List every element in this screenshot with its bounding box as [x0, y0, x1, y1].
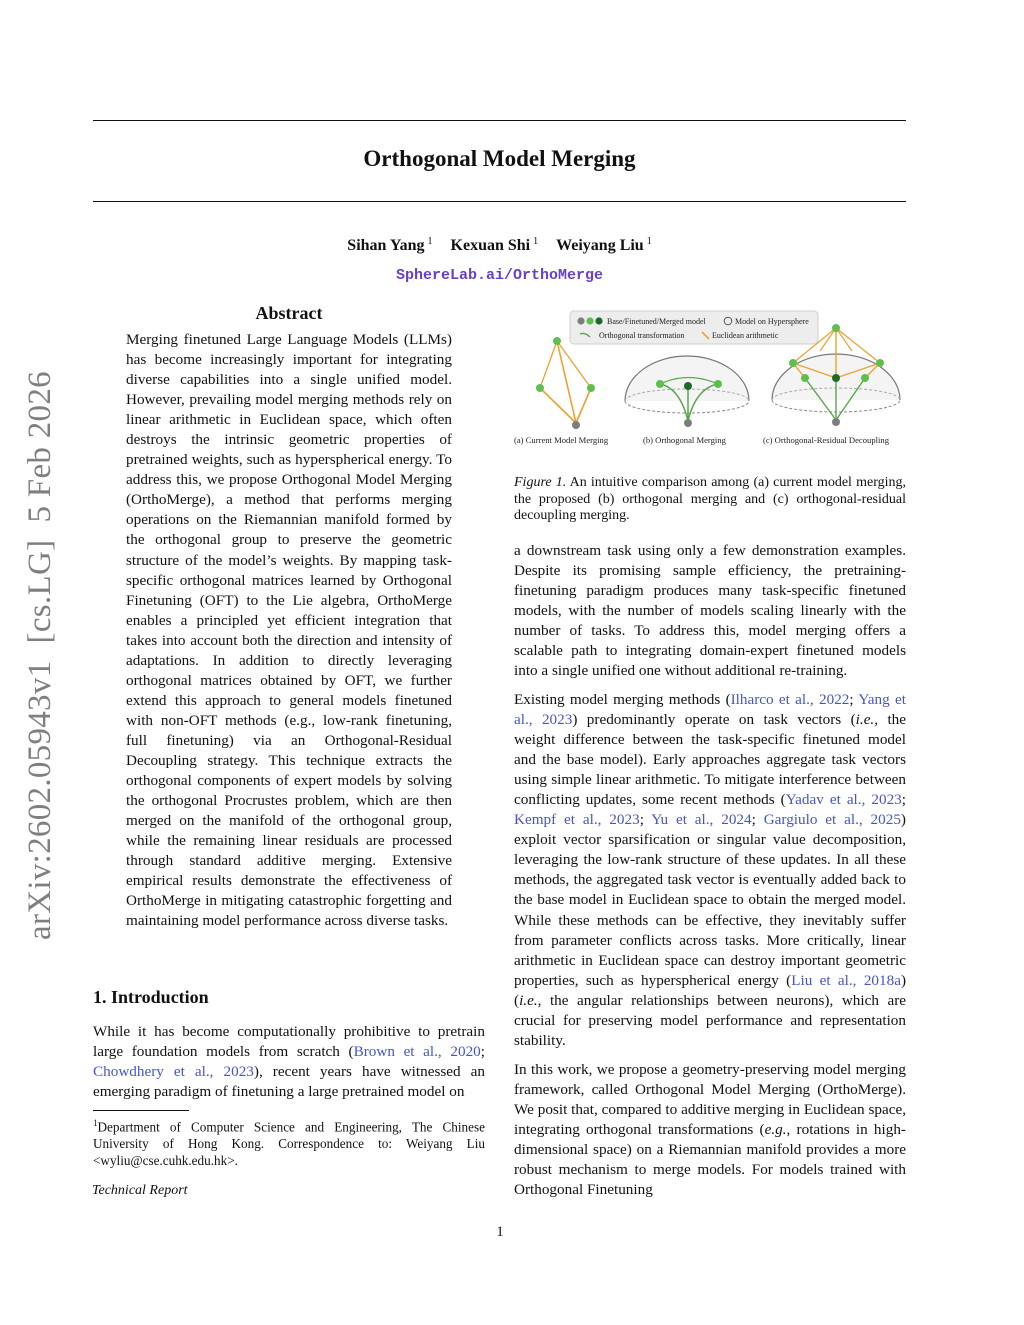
author-affiliation-mark: 1: [646, 236, 652, 247]
legend-label-sphere: Model on Hypersphere: [735, 317, 809, 326]
page-number: 1: [496, 1224, 504, 1240]
text-run: Existing model merging methods (: [514, 691, 731, 708]
author-affiliation-mark: 1: [533, 236, 539, 247]
intro-paragraph: [93, 1022, 485, 1102]
figure-caption-label: Figure 1.: [514, 475, 567, 490]
subfigure-label-a: (a) Current Model Merging: [514, 435, 609, 445]
citation-link[interactable]: Liu et al., 2018a: [791, 971, 901, 989]
title-rule-bottom: [93, 201, 906, 202]
section-heading-introduction: 1. Introduction: [93, 987, 209, 1007]
citation-link[interactable]: Kempf et al., 2023: [514, 811, 640, 829]
text-run: ) (: [514, 971, 906, 1009]
text-run: While it has become computationally prohibitive to pretrain large foundation models from scratch (: [93, 1023, 485, 1061]
citation-link[interactable]: Brown et al., 2020: [353, 1043, 481, 1061]
text-run: ;: [480, 1043, 485, 1061]
text-run: , the angular relationships between neurons), which are crucial for preserving model performance and representation stability.: [514, 991, 906, 1049]
legend-base-dot: [577, 317, 584, 324]
report-label: Technical Report: [92, 1183, 188, 1198]
figure-caption-text: An intuitive comparison among (a) current model merging, the proposed (b) orthogonal merging and (c) orthogonal-residual decoupling merging.: [514, 475, 906, 523]
panel-b-diagram: [625, 356, 749, 427]
footnote-mark: 1: [93, 1118, 98, 1128]
abstract-body: Merging finetuned Large Language Models (LLMs) has become increasingly important for integrating diverse capabilities into a single unified model. However, prevailing model merging methods rely on linear arithmetic in Euclidean space, which often destroys the intrinsic geometric properties of pretrained weights, such as hyperspherical energy. To address this, we propose Orthogonal Model Merging (OrthoMerge), a method that performs merging operations on the Riemannian manifold formed by the orthogonal group to preserve the geometric structure of the model’s weights. By mapping task-specific orthogonal matrices learned by Orthogonal Finetuning (OFT) to the Lie algebra, OrthoMerge enables a principled yet efficient integration that takes into account both the direction and intensity of adaptations. In addition to directly leveraging orthogonal matrices obtained by OFT, we further extend this approach to general models finetuned with non-OFT methods (e.g., low-rank finetuning, full finetuning) via an Orthogonal-Residual Decoupling strategy. This technique extracts the orthogonal components of expert models by solving the orthogonal Procrustes problem, which are then merged on the manifold of the orthogonal group, while the remaining linear residuals are processed through standard additive merging. Extensive empirical results demonstrate the effectiveness of OrthoMerge in mitigating catastrophic forgetting and maintaining model performance across diverse tasks.: [126, 331, 452, 930]
legend-label-euclid: Euclidean arithmetic: [712, 331, 779, 340]
author-name: Kexuan Shi: [450, 237, 531, 255]
legend-label-model: Base/Finetuned/Merged model: [607, 317, 706, 326]
arxiv-identifier: arXiv:2602.05943v1 [cs.LG] 5 Feb 2026: [22, 371, 58, 940]
intro-paragraph: [514, 1060, 906, 1200]
paper-title: Orthogonal Model Merging: [363, 146, 636, 171]
text-run: ;: [639, 811, 652, 829]
intro-paragraph: [514, 690, 906, 1051]
citation-link[interactable]: Yadav et al., 2023: [785, 791, 902, 809]
footnote-text: Department of Computer Science and Engineering, The Chinese University of Hong Kong. Correspondence to: Weiyang Liu <wyliu@cse.cuhk.edu.hk>.: [93, 1119, 485, 1169]
text-run: ) exploit vector sparsification or singular value decomposition, leveraging the low-rank structure of these updates. In all these methods, the aggregated task vector is eventually added back to the base model in Euclidean space to obtain the merged model. While these methods can be effective, they inevitably suffer from parameter conflicts across tasks. More critically, linear arithmetic in Euclidean space can destroy important geometric properties, such as hyperspherical energy (: [514, 811, 906, 989]
text-run: , rotations in high-dimensional space) on a Riemannian manifold provides a more robust mechanism to merge models. For models trained with Orthogonal Finetuning: [514, 1121, 906, 1199]
legend-finetuned-dot: [586, 317, 593, 324]
citation-link[interactable]: Chowdhery et al., 2023: [93, 1063, 254, 1081]
author-list: [93, 236, 906, 255]
author-3: [556, 237, 652, 254]
legend-merged-dot: [595, 317, 602, 324]
text-run: ;: [751, 811, 764, 829]
text-run: i.e.: [855, 711, 875, 729]
citation-link[interactable]: Ilharco et al., 2022: [730, 691, 850, 708]
subfigure-label-c: (c) Orthogonal-Residual Decoupling: [763, 435, 890, 445]
text-run: i.e.: [519, 991, 538, 1009]
footnote: [93, 1115, 485, 1169]
text-run: e.g.: [764, 1121, 787, 1139]
text-run: , the weight difference between the task-specific finetuned model and the base model). Early approaches aggregate task vectors using simple linear arithmetic. To mitigate interference between conflicting updates, some recent methods (: [514, 711, 906, 809]
title-rule-top: [93, 120, 906, 121]
citation-link[interactable]: Yu et al., 2024: [651, 811, 752, 829]
text-run: ) predominantly operate on task vectors (: [572, 711, 856, 729]
intro-paragraph: a downstream task using only a few demonstration examples. Despite its promising sample efficiency, the pretraining-finetuning paradigm produces many task-specific finetuned models, with the number of models scaling linearly with the number of tasks. To address this, model merging offers a scalable path to integrating domain-expert finetuned models into a single unified one without additional re-training.: [514, 542, 906, 680]
author-2: [451, 237, 539, 254]
text-run: ), recent years have witnessed an emerging paradigm of finetuning a large pretrained model on: [93, 1063, 485, 1101]
legend-label-orth: Orthogonal transformation: [599, 331, 685, 340]
text-run: In this work, we propose a geometry-preserving model merging framework, called Orthogonal Model Merging (OrthoMerge). We posit that, compared to additive merging in Euclidean space, integrating orthogonal transformations (: [514, 1061, 906, 1139]
figure-caption: [514, 475, 906, 525]
footnote-rule: [93, 1110, 189, 1111]
subfigure-label-b: (b) Orthogonal Merging: [643, 435, 726, 445]
panel-a-diagram: [536, 337, 595, 429]
author-1: [347, 237, 432, 254]
author-name: Sihan Yang: [347, 237, 425, 255]
author-name: Weiyang Liu: [556, 237, 644, 255]
abstract-heading: Abstract: [255, 303, 323, 323]
text-run: ;: [849, 691, 859, 708]
author-affiliation-mark: 1: [427, 236, 433, 247]
project-link[interactable]: SphereLab.ai/OrthoMerge: [395, 267, 604, 284]
text-run: ;: [901, 791, 906, 809]
figure-1: [510, 308, 910, 453]
citation-link[interactable]: Yang et al., 2023: [514, 691, 906, 729]
citation-link[interactable]: Gargiulo et al., 2025: [763, 811, 901, 829]
